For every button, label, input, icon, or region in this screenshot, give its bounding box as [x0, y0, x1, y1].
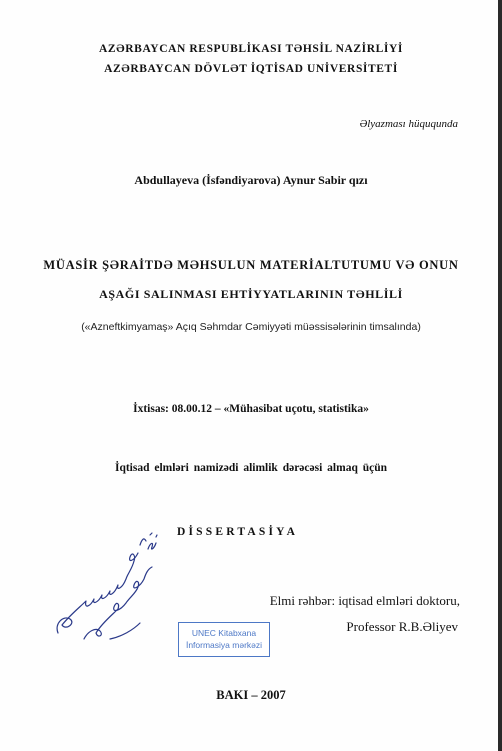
manuscript-rights-note: Əlyazması hüququnda [359, 118, 458, 130]
thesis-title-line-1: MÜASİR ŞƏRAİTDƏ MƏHSULUN MATERİALTUTUMU VƏ ONUN [43, 258, 459, 272]
scientific-advisor-title: Elmi rəhbər: iqtisad elmləri doktoru, [269, 593, 460, 608]
stamp-line-1: UNEC Kitabxana [191, 628, 257, 638]
university-heading: AZƏRBAYCAN DÖVLƏT İQTİSAD UNİVERSİTETİ [104, 63, 398, 75]
ministry-heading: AZƏRBAYCAN RESPUBLİKASI TƏHSİL NAZİRLİYİ [99, 43, 403, 55]
degree-line: İqtisad elmləri namizədi alimlik dərəcəsi almaq üçün [114, 462, 388, 474]
stamp-line-2: İnformasiya mərkəzi [185, 640, 263, 650]
scientific-advisor-name: Professor R.B.Əliyev [346, 619, 458, 634]
document-type: DİSSERTASİYA [177, 526, 299, 538]
page-edge [498, 0, 502, 751]
city-year: BAKI – 2007 [216, 688, 286, 702]
specialty-line: İxtisas: 08.00.12 – «Mühasibat uçotu, statistika» [133, 403, 369, 415]
library-stamp [178, 622, 270, 657]
author-name: Abdullayeva (İsfəndiyarova) Aynur Sabir qızı [134, 173, 368, 187]
thesis-subtitle: («Azneftkimyamaş» Açıq Səhmdar Cəmiyyəti müəssisələrinin timsalında) [81, 321, 421, 333]
thesis-title-line-2: AŞAĞI SALINMASI EHTİYYATLARININ TƏHLİLİ [99, 287, 403, 301]
handwritten-signature [40, 515, 180, 645]
